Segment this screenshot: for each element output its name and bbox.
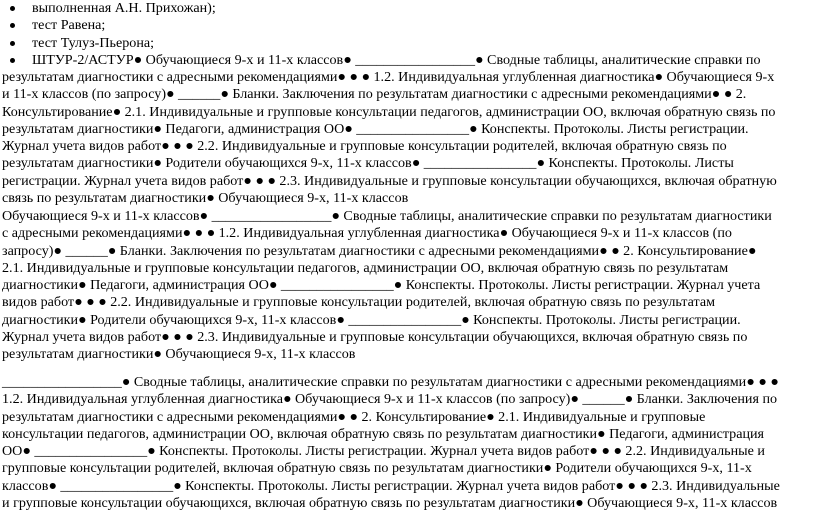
paragraph: _________________● Сводные таблицы, аналитические справки по результатам диагностики с адресными рекомендациями● ● ● 1.2. Индивидуальная углубленная диагностика● Обучающиеся 9-х и 11-х классов (по запросу)● ______● Бланки. Заключения по результатам диагностики с адресными рекомендациями● ● 2. Консультирование● 2.1. Индивидуальные и групповые консультации педагогов, администрации ОО, включая обратную связь по результатам диагностики● Педагоги, администрация ОО● ________________● Конспекты. Протоколы. Листы регистрации. Журнал учета видов работ● ● ● 2.2. Индивидуальные и групповые консультации родителей, включая обратную связь по результатам диагностики● Родители обучающихся 9-х, 11-х классов● ________________● Конспекты. Протоколы. Листы регистрации. Журнал учета видов работ● ● ● 2.3. Индивидуальные и групповые консультации обучающихся, включая обратную связь по результатам диагностики● Обучающиеся 9-х, 11-х классов bbox=[2, 374, 780, 512]
list-item bbox=[0, 35, 800, 52]
list-item-text: тест Равена; bbox=[32, 17, 106, 34]
list-item-text: ШТУР-2/АСТУР● Обучающиеся 9-х и 11-х классов● _________________● Сводные таблицы, аналитические справки по bbox=[32, 51, 761, 68]
bullet-icon bbox=[10, 23, 15, 28]
list-item-text: тест Тулуз-Пьерона; bbox=[32, 34, 155, 51]
list-item bbox=[0, 0, 800, 17]
list-item bbox=[0, 17, 800, 34]
bullet-icon bbox=[10, 58, 15, 63]
bullet-icon bbox=[10, 6, 15, 11]
bullet-continuation-text: результатам диагностики с адресными рекомендациями● ● ● 1.2. Индивидуальная углубленная диагностика● Обучающиеся 9-х и 11-х классов (по запросу)● ______● Бланки. Заключения по результатам диагностики с адресными рекомендациями● ● 2. Консультирование● 2.1. Индивидуальные и групповые консультации педагогов, администрации ОО, включая обратную связь по результатам диагностики● Педагоги, администрация ОО● ________________● Конспекты. Протоколы. Листы регистрации. Журнал учета видов работ● ● ● 2.2. Индивидуальные и групповые консультации родителей, включая обратную связь по результатам диагностики● Родители обучающихся 9-х, 11-х классов● ________________● Конспекты. Протоколы. Листы регистрации. Журнал учета видов работ● ● ● 2.3. Индивидуальные и групповые консультации обучающихся, включая обратную связь по результатам диагностики● Обучающиеся 9-х, 11-х классов bbox=[2, 69, 777, 207]
list-item bbox=[0, 52, 800, 69]
bullet-icon bbox=[10, 41, 15, 46]
bullet-list bbox=[0, 0, 800, 69]
paragraph: Обучающиеся 9-х и 11-х классов● _________________● Сводные таблицы, аналитические справки по результатам диагностики с адресными рекомендациями● ● ● 1.2. Индивидуальная углубленная диагностика● Обучающиеся 9-х и 11-х классов (по запросу)● ______● Бланки. Заключения по результатам диагностики с адресными рекомендациями● ● 2. Консультирование● 2.1. Индивидуальные и групповые консультации педагогов, администрации ОО, включая обратную связь по результатам диагностики● Педагоги, администрация ОО● ________________● Конспекты. Протоколы. Листы регистрации. Журнал учета видов работ● ● ● 2.2. Индивидуальные и групповые консультации родителей, включая обратную связь по результатам диагностики● Родители обучающихся 9-х, 11-х классов● ________________● Конспекты. Протоколы. Листы регистрации. Журнал учета видов работ● ● ● 2.3. Индивидуальные и групповые консультации обучающихся, включая обратную связь по результатам диагностики● Обучающиеся 9-х, 11-х классов bbox=[2, 208, 772, 363]
list-item-text: выполненная А.Н. Прихожан); bbox=[32, 0, 216, 16]
